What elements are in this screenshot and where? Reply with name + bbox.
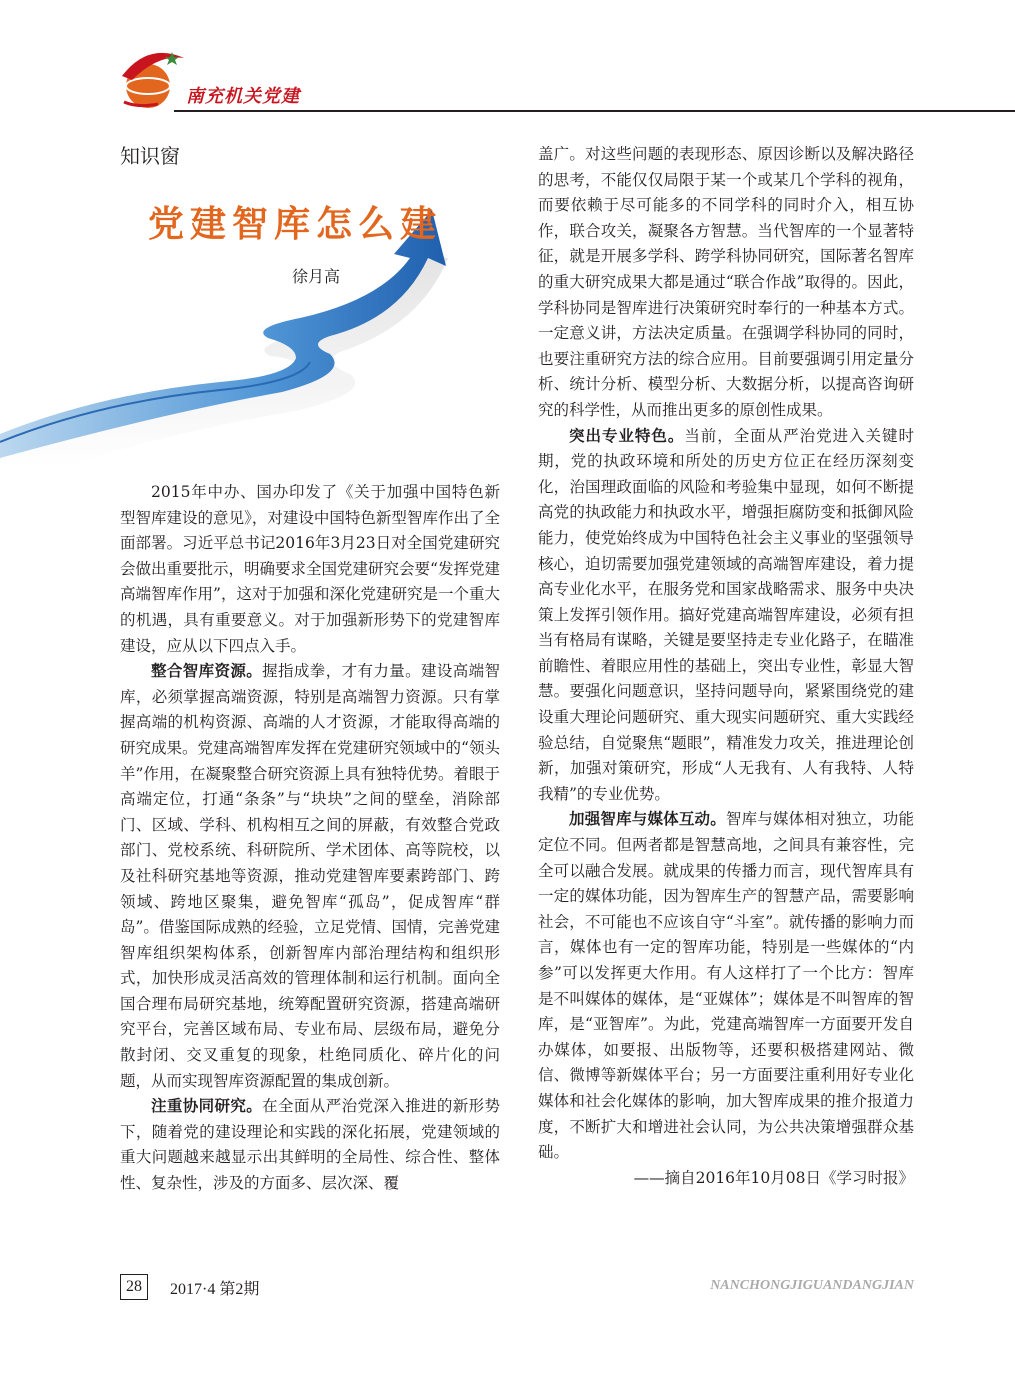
article-source: ——摘自2016年10月08日《学习时报》 bbox=[633, 1168, 914, 1187]
section-text: 智库与媒体相对独立，功能定位不同。但两者都是智慧高地，之间具有兼容性，完全可以融合发展。就成果的传播力而言，现代智库具有一定的媒体功能，因为智库生产的智慧产品，需要影响社会，不可能也不应该自守“斗室”。就传播的影响力而言，媒体也有一定的智库功能，特别是一些媒体的“内参”可以发挥更大作用。有人这样打了一个比方：智库是不叫媒体的媒体，是“亚媒体”；媒体是不叫智库的智库，是“亚智库”。为此，党建高端智库一方面要开发自办媒体，如要报、出版物等，还要积极搭建网站、微信、微博等新媒体平台；另一方面要注重利用好专业化媒体和社会化媒体的影响，加大智库成果的推介报道力度，不断扩大和增进社会认同，为公共决策增强群众基础。 bbox=[538, 810, 914, 1162]
header-rule bbox=[174, 110, 1015, 112]
column-tag: 知识窗 bbox=[120, 144, 180, 168]
section-paragraph bbox=[538, 424, 914, 808]
section-text: 握指成拳，才有力量。建设高端智库，必须掌握高端资源，特别是高端智力资源。只有掌握高端的机构资源、高端的人才资源，才能取得高端的研究成果。党建高端智库发挥在党建研究领域中的“领头羊”作用，在凝聚整合研究资源上具有独特优势。着眼于高端定位，打通“条条”与“块块”之间的壁垒，消除部门、区域、学科、机构相互之间的屏蔽，有效整合党政部门、党校系统、科研院所、学术团体、高等院校，以及社科研究基地等资源，推动党建智库要素跨部门、跨领域、跨地区聚集，避免智库“孤岛”，促成智库“群岛”。借鉴国际成熟的经验，立足党情、国情，完善党建智库组织架构体系，创新智库内部治理结构和组织形式，加快形成灵活高效的管理体制和运行机制。面向全国合理布局研究基地，统筹配置研究资源，搭建高端研究平台，完善区域布局、专业布局、层级布局，避免分散封闭、交叉重复的现象，杜绝同质化、碎片化的问题，从而实现智库资源配置的集成创新。 bbox=[120, 662, 500, 1090]
article-title: 党建智库怎么建 bbox=[148, 203, 443, 245]
section-lead: 突出专业特色。 bbox=[569, 426, 685, 445]
section-paragraph bbox=[538, 807, 914, 1165]
page-footer bbox=[120, 1274, 914, 1300]
magazine-pinyin: NANCHONGJIGUANDANGJIAN bbox=[710, 1278, 914, 1293]
section-paragraph bbox=[120, 1094, 500, 1196]
section-text: 当前，全面从严治党进入关键时期，党的执政环境和所处的历史方位正在经历深刻变化，治国理政面临的风险和考验集中显现，如何不断提高党的执政能力和执政水平，增强拒腐防变和抵御风险能力，使党始终成为中国特色社会主义事业的坚强领导核心，迫切需要加强党建领域的高端智库建设，着力提高专业化水平，在服务党和国家战略需求、服务中央决策上发挥引领作用。搞好党建高端智库建设，必须有担当有格局有谋略，关键是要坚持走专业化路子，在瞄准前瞻性、着眼应用性的基础上，突出专业性，彰显大智慧。要强化问题意识，坚持问题导向，紧紧围绕党的建设重大理论问题研究、重大现实问题研究、重大实践经验总结，自觉聚焦“题眼”，精准发力攻关，推进理论创新，加强对策研究，形成“人无我有、人有我特、人特我精”的专业优势。 bbox=[538, 426, 914, 803]
section-paragraph-continued: 盖广。对这些问题的表现形态、原因诊断以及解决路径的思考，不能仅仅局限于某一个或某几个学科的视角，而要依赖于尽可能多的不同学科的同时介入，相互协作，联合攻关，凝聚各方智慧。当代智库的一个显著特征，就是开展多学科、跨学科协同研究，国际著名智库的重大研究成果大都是通过“联合作战”取得的。因此，学科协同是智库进行决策研究时奉行的一种基本方式。一定意义讲，方法决定质量。在强调学科协同的同时，也要注重研究方法的综合应用。目前要强调引用定量分析、统计分析、模型分析、大数据分析，以提高咨询研究的科学性，从而推出更多的原创性成果。 bbox=[538, 145, 914, 419]
left-column bbox=[120, 480, 500, 1197]
article-author: 徐月高 bbox=[292, 267, 341, 286]
magazine-logo-icon bbox=[118, 46, 188, 112]
section-text: 在全面从严治党深入推进的新形势下，随着党的建设理论和实践的深化拓展，党建领域的重大问题越来越显示出其鲜明的全局性、综合性、整体性、复杂性，涉及的方面多、层次深、覆 bbox=[120, 1097, 500, 1193]
issue-info: 2017·4 第2期 bbox=[170, 1281, 260, 1298]
magazine-header bbox=[110, 38, 1015, 118]
right-column bbox=[538, 142, 914, 1191]
section-paragraph bbox=[120, 659, 500, 1094]
intro-paragraph: 2015年中办、国办印发了《关于加强中国特色新型智库建设的意见》，对建设中国特色新型智库作出了全面部署。习近平总书记2016年3月23日对全国党建研究会做出重要批示，明确要求全国党建研究会要“发挥党建高端智库作用”，这对于加强和深化党建研究是一个重大的机遇，具有重要意义。对于加强新形势下的党建智库建设，应从以下四点入手。 bbox=[120, 483, 500, 655]
magazine-name: 南充机关党建 bbox=[186, 86, 300, 107]
section-lead: 注重协同研究。 bbox=[151, 1097, 263, 1116]
page-number: 28 bbox=[120, 1274, 148, 1300]
section-lead: 加强智库与媒体互动。 bbox=[569, 810, 726, 829]
section-lead: 整合智库资源。 bbox=[151, 662, 263, 681]
